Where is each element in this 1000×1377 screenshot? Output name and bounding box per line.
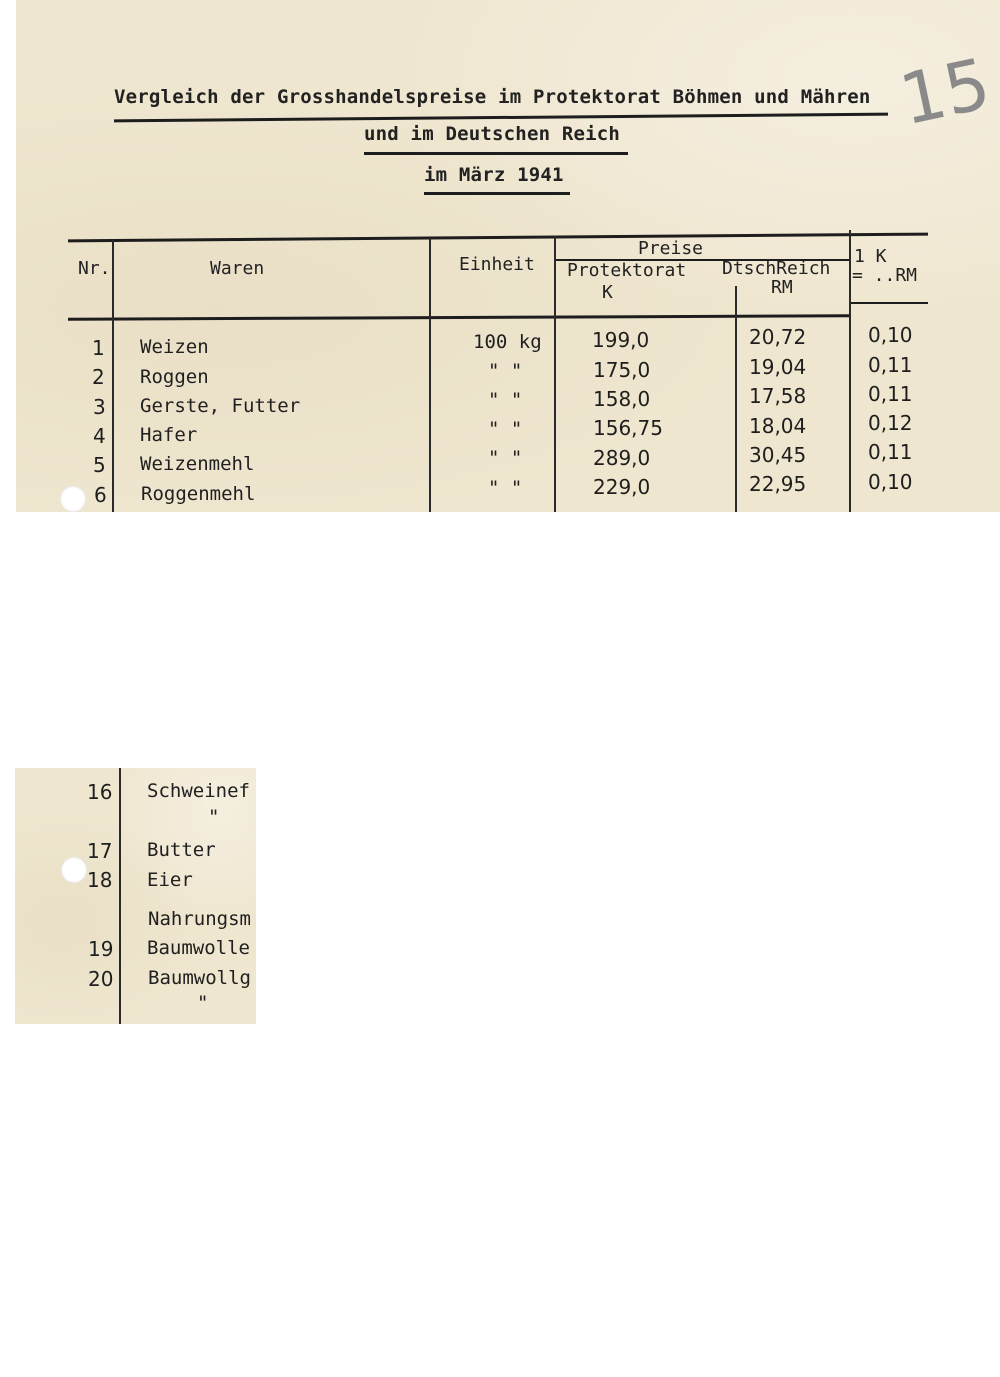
punch-hole	[61, 857, 87, 883]
row-einheit: " "	[488, 477, 523, 499]
row-nr: 5	[93, 453, 106, 477]
row-reich: 22,95	[749, 472, 807, 496]
header-reich-unit: RM	[771, 277, 793, 298]
row-ware: Gerste, Futter	[140, 395, 301, 417]
row-nr: 4	[93, 424, 106, 448]
row-protektorat: 156,75	[593, 416, 663, 440]
row-nr: 17	[87, 839, 113, 863]
pencil-page-number-text: 15	[892, 42, 998, 142]
row-ware: Hafer	[140, 424, 198, 446]
row-ware: Roggenmehl	[141, 483, 256, 505]
row-ware: Butter	[147, 839, 216, 861]
row-ratio: 0,11	[868, 382, 913, 406]
header-nr: Nr.	[78, 258, 111, 279]
row-ware: Eier	[147, 869, 193, 891]
row-ware: "	[208, 806, 220, 828]
col-divider-nr	[119, 768, 121, 1024]
row-nr: 3	[93, 395, 106, 419]
table-top-rule	[68, 233, 928, 243]
row-protektorat: 289,0	[593, 446, 651, 470]
col-divider-preise	[735, 286, 737, 512]
row-ware: Nahrungsm	[148, 908, 251, 930]
title-underline-2	[364, 152, 628, 155]
header-preise: Preise	[638, 238, 704, 259]
row-ware: Weizenmehl	[140, 453, 255, 475]
header-reich: DtschReich	[722, 258, 831, 279]
row-einheit: " "	[488, 389, 523, 411]
row-ware: Baumwolle	[147, 937, 250, 959]
row-einheit: " "	[488, 447, 523, 469]
document-fragment-top	[16, 0, 1000, 512]
header-protektorat-unit: K	[602, 282, 613, 303]
row-reich: 20,72	[749, 325, 807, 349]
table-header-bottom-rule	[68, 314, 850, 320]
header-einheit: Einheit	[459, 254, 535, 275]
pencil-page-number	[892, 40, 998, 142]
document-fragment-bottom	[15, 768, 256, 1024]
title-line-2: und im Deutschen Reich	[364, 123, 621, 145]
row-nr: 1	[92, 336, 105, 360]
row-protektorat: 175,0	[593, 358, 651, 382]
row-ware: Roggen	[140, 366, 209, 388]
row-nr: 2	[92, 365, 105, 389]
header-waren: Waren	[210, 258, 265, 279]
row-reich: 30,45	[749, 443, 807, 467]
col-divider-waren	[429, 238, 431, 512]
title-underline-3	[424, 192, 570, 195]
title-line-1: Vergleich der Grosshandelspreise im Protektorat Böhmen und Mähren	[114, 86, 871, 108]
row-protektorat: 229,0	[593, 475, 651, 499]
row-reich: 19,04	[749, 355, 807, 379]
punch-hole	[60, 486, 86, 512]
title-underline-1	[114, 113, 888, 123]
row-ware: "	[197, 992, 209, 1014]
header-ratio-bottom: = ..RM	[852, 265, 918, 286]
row-protektorat: 158,0	[593, 387, 651, 411]
row-ware: Schweinef	[147, 780, 250, 802]
row-nr: 16	[87, 780, 113, 804]
col-divider-einheit	[554, 236, 556, 512]
row-ware: Weizen	[140, 336, 209, 358]
row-ware: Baumwollg	[148, 967, 251, 989]
header-protektorat: Protektorat	[567, 260, 687, 281]
col-divider-reich	[849, 230, 851, 512]
row-nr: 18	[87, 868, 113, 892]
row-nr: 20	[88, 967, 114, 991]
row-ratio: 0,10	[868, 323, 913, 347]
row-nr: 19	[88, 937, 114, 961]
row-einheit: " "	[488, 360, 523, 382]
col-divider-nr	[112, 240, 114, 512]
row-nr: 6	[94, 483, 107, 507]
row-ratio: 0,12	[868, 411, 913, 435]
row-ratio: 0,11	[868, 440, 913, 464]
row-reich: 17,58	[749, 384, 807, 408]
header-ratio-top: 1 K	[854, 246, 887, 267]
row-ratio: 0,11	[868, 353, 913, 377]
title-line-3: im März 1941	[424, 164, 564, 186]
row-einheit: 100 kg	[473, 331, 542, 353]
ratio-rule	[850, 302, 928, 304]
row-einheit: " "	[488, 418, 523, 440]
row-protektorat: 199,0	[592, 328, 650, 352]
row-reich: 18,04	[749, 414, 807, 438]
row-ratio: 0,10	[868, 470, 913, 494]
